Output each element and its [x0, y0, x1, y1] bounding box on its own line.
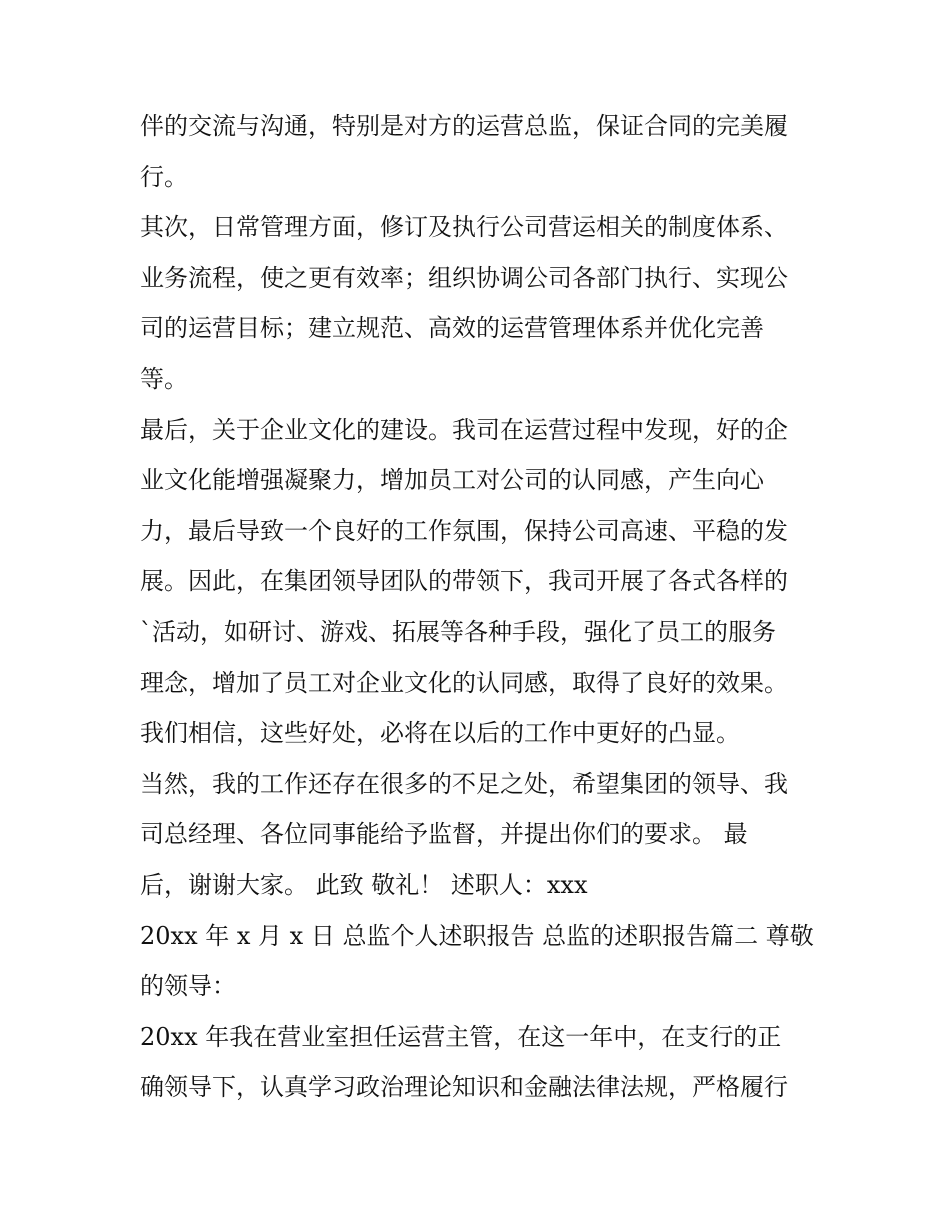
text-line: 行。 [140, 162, 188, 191]
text-line: 最后，关于企业文化的建设。我司在运营过程中发现，好的企 [140, 415, 788, 444]
text-line: 的领导： [140, 972, 236, 1001]
text-line: 伴的交流与沟通，特别是对方的运营总监，保证合同的完美履 [140, 112, 788, 140]
text-line: 20xx 年我在营业室担任运营主管，在这一年中，在支行的正 [140, 1022, 782, 1051]
text-line: 当然，我的工作还存在很多的不足之处，希望集团的领导、我 [140, 769, 788, 798]
text-line: 业务流程，使之更有效率；组织协调公司各部门执行、实现公 [140, 263, 788, 292]
text-line: 我们相信，这些好处，必将在以后的工作中更好的凸显。 [140, 719, 740, 748]
text-line: `活动，如研讨、游戏、拓展等各种手段，强化了员工的服务 [140, 617, 776, 646]
text-line: 司的运营目标；建立规范、高效的运营管理体系并优化完善 [140, 314, 764, 343]
text-line: 等。 [140, 364, 188, 393]
text-line: 力，最后导致一个良好的工作氛围，保持公司高速、平稳的发 [140, 516, 788, 545]
text-line: 其次，日常管理方面，修订及执行公司营运相关的制度体系、 [140, 213, 788, 242]
document-body [140, 101, 820, 1113]
text-line: 确领导下，认真学习政治理论知识和金融法律法规，严格履行 [140, 1073, 788, 1102]
text-line: 展。因此，在集团领导团队的带领下，我司开展了各式各样的 [140, 567, 788, 596]
text-line: 后，谢谢大家。 此致 敬礼！ 述职人：xxx [140, 870, 588, 899]
text-line: 业文化能增强凝聚力，增加员工对公司的认同感，产生向心 [140, 466, 764, 495]
text-line: 司总经理、各位同事能给予监督，并提出你们的要求。 最 [140, 820, 748, 849]
text-line: 20xx 年 x 月 x 日 总监个人述职报告 总监的述职报告篇二 尊敬 [140, 921, 814, 950]
text-line: 理念，增加了员工对企业文化的认同感，取得了良好的效果。 [140, 668, 788, 697]
